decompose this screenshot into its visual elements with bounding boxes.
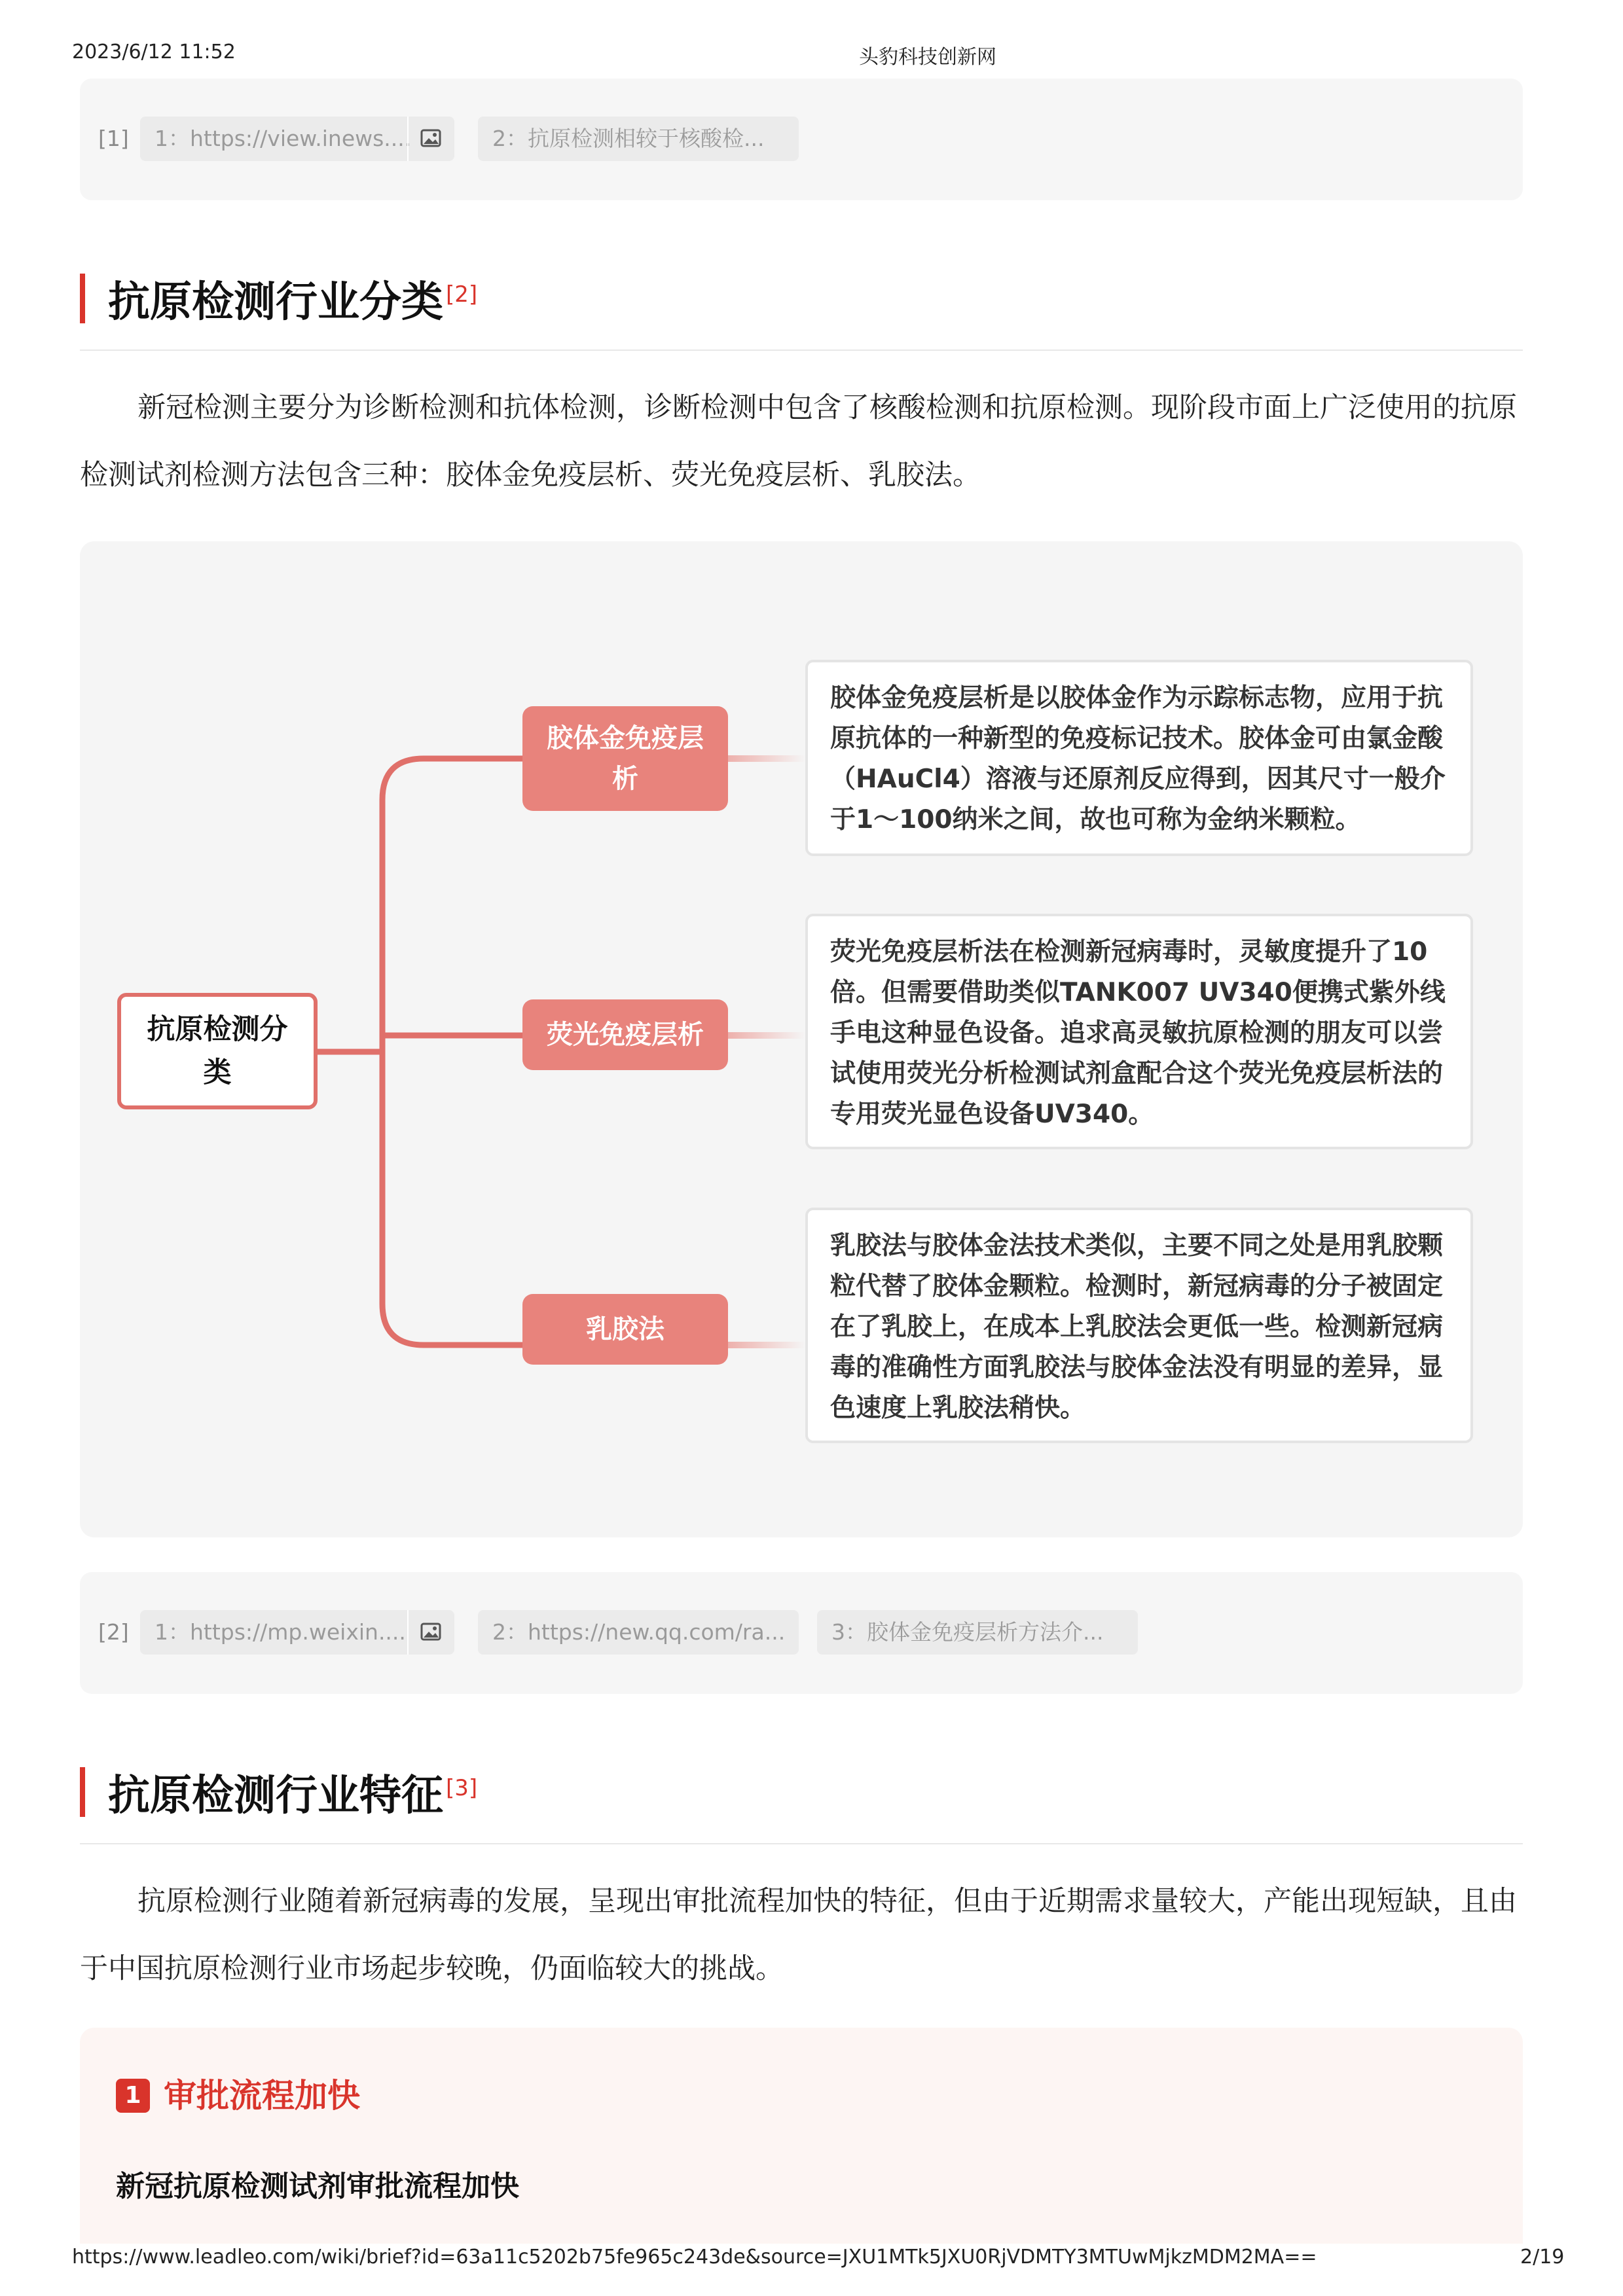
reference-link-text: 1：https://view.inews.... [155, 126, 412, 151]
mindmap-branch: 乳胶法 [522, 1294, 728, 1365]
feature-subtitle: 新冠抗原检测试剂审批流程加快 [116, 2170, 519, 2203]
reference-link-text: 2：抗原检测相较于核酸检... [492, 126, 765, 151]
section-title [108, 268, 477, 329]
reference-number: [1] [98, 126, 129, 151]
citation-link[interactable]: [2] [446, 281, 478, 308]
reference-link-chip[interactable] [478, 117, 799, 161]
feature-number-badge: 1 [116, 2079, 150, 2113]
leaf-connector [728, 1032, 805, 1039]
reference-link-text: 3：胶体金免疫层析方法介... [831, 1619, 1104, 1645]
section-title-text: 抗原检测行业分类 [108, 278, 443, 327]
section-title [108, 1762, 477, 1822]
citation-link[interactable]: [3] [446, 1774, 478, 1801]
mindmap-leaf: 荧光免疫层析法在检测新冠病毒时，灵敏度提升了10倍。但需要借助类似TANK007 UV340便携式紫外线手电这种显色设备。追求高灵敏抗原检测的朋友可以尝试使用荧光分析检测试剂盒配合这个荧光免疫层析法的专用荧光显色设备UV340。 [805, 914, 1473, 1149]
reference-number: [2] [98, 1619, 129, 1645]
page-url: https://www.leadleo.com/wiki/brief?id=63a11c5202b75fe965c243de&source=JXU1MTk5JXU0RjVDMTY3MTUwMjkzMDM2MA== [72, 2246, 1317, 2269]
reference-link-text: 2：https://new.qq.com/ra... [492, 1619, 786, 1645]
reference-box-2 [80, 1572, 1523, 1694]
site-name: 头豹科技创新网 [859, 46, 996, 69]
section-paragraph: 新冠检测主要分为诊断检测和抗体检测，诊断检测中包含了核酸检测和抗原检测。现阶段市面上广泛使用的抗原检测试剂检测方法包含三种：胶体金免疫层析、荧光免疫层析、乳胶法。 [80, 391, 1517, 492]
section-paragraph: 抗原检测行业随着新冠病毒的发展，呈现出审批流程加快的特征，但由于近期需求量较大，产能出现短缺，且由于中国抗原检测行业市场起步较晚，仍面临较大的挑战。 [80, 1885, 1517, 1985]
leaf-connector [728, 755, 805, 762]
feature-box [80, 2028, 1523, 2244]
section-divider [80, 350, 1523, 351]
section-divider [80, 1843, 1523, 1844]
print-datetime: 2023/6/12 11:52 [72, 41, 236, 63]
mindmap-leaf: 胶体金免疫层析是以胶体金作为示踪标志物，应用于抗原抗体的一种新型的免疫标记技术。胶体金可由氯金酸（HAuCl4）溶液与还原剂反应得到，因其尺寸一般介于1～100纳米之间，故也可称为金纳米颗粒。 [805, 660, 1473, 856]
reference-link-chip[interactable] [817, 1610, 1138, 1655]
branch-trunk [382, 759, 522, 1345]
section-accent-bar [80, 274, 85, 323]
mindmap-diagram [80, 541, 1523, 1537]
reference-link-text: 1：https://mp.weixin.... [155, 1619, 406, 1645]
image-icon[interactable] [407, 117, 454, 161]
mindmap-branch: 胶体金免疫层析 [522, 706, 728, 811]
reference-box-1 [80, 79, 1523, 200]
section-accent-bar [80, 1767, 85, 1817]
image-icon[interactable] [407, 1610, 454, 1655]
feature-title: 审批流程加快 [164, 2077, 360, 2115]
leaf-connector [728, 1342, 805, 1348]
mindmap-root: 抗原检测分类 [117, 993, 318, 1109]
reference-link-chip[interactable] [140, 1610, 454, 1655]
reference-link-chip[interactable] [140, 117, 454, 161]
mindmap-branch: 荧光免疫层析 [522, 999, 728, 1070]
mindmap-leaf: 乳胶法与胶体金法技术类似，主要不同之处是用乳胶颗粒代替了胶体金颗粒。检测时，新冠病毒的分子被固定在了乳胶上，在成本上乳胶法会更低一些。检测新冠病毒的准确性方面乳胶法与胶体金法没有明显的差异，显色速度上乳胶法稍快。 [805, 1208, 1473, 1443]
section-title-text: 抗原检测行业特征 [108, 1772, 443, 1820]
page-number: 2/19 [1520, 2246, 1565, 2269]
reference-link-chip[interactable] [478, 1610, 799, 1655]
